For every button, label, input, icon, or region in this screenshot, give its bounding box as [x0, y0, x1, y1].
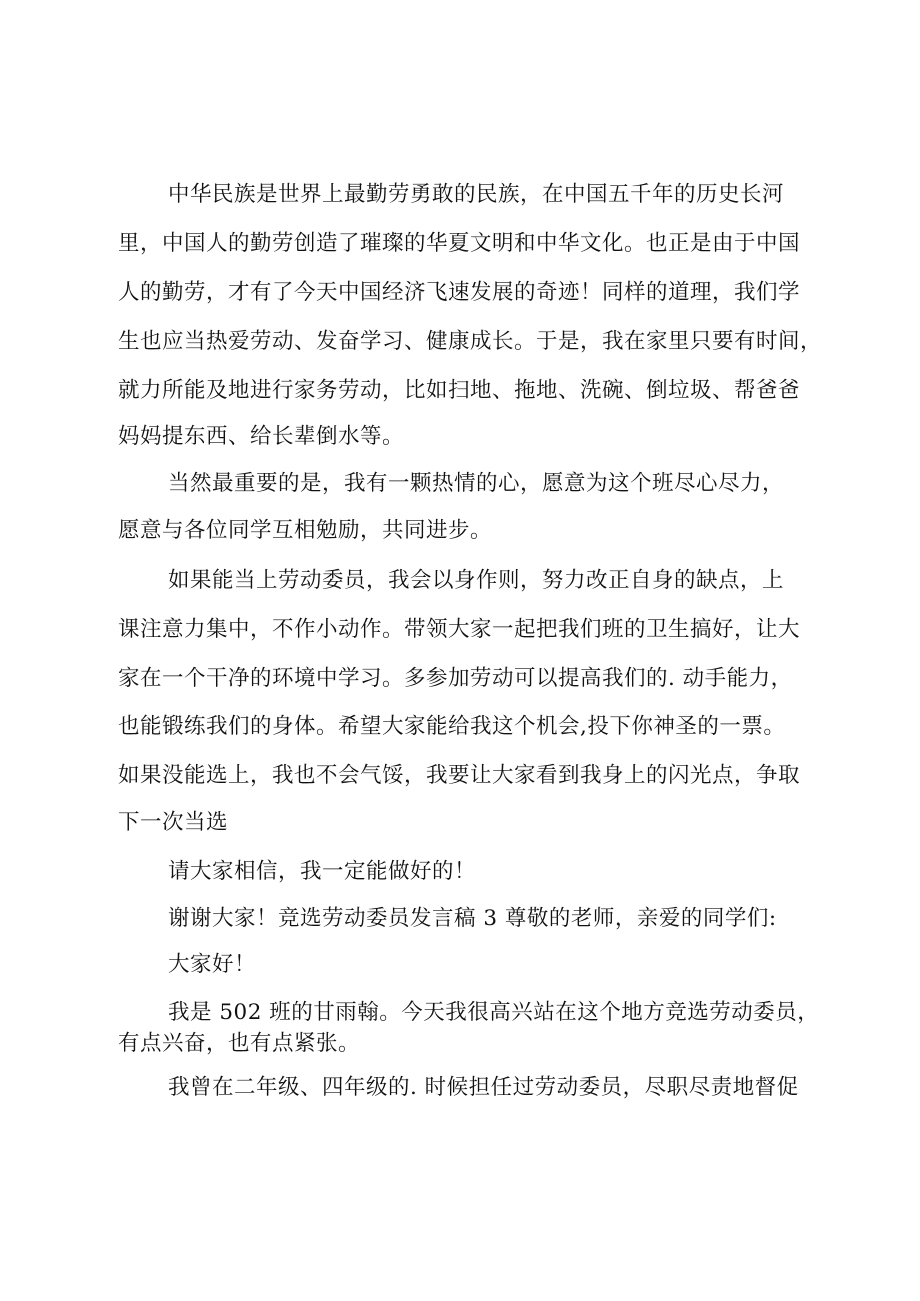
paragraph-4-line-1: 请大家相信，我一定能做好的！ — [168, 859, 477, 884]
paragraph-3-line-6: 下一次当选 — [118, 810, 229, 835]
paragraph-1-line-6: 妈妈提东西、给长辈倒水等。 — [118, 424, 405, 449]
paragraph-2-line-2: 愿意与各位同学互相勉励，共同进步。 — [118, 518, 493, 543]
paragraph-2-line-1: 当然最重要的是，我有一颗热情的心，愿意为这个班尽心尽力， — [168, 471, 785, 496]
paragraph-1-line-3: 人的勤劳，才有了今天中国经济飞速发展的奇迹！同样的道理，我们学 — [118, 280, 801, 305]
paragraph-6-line-2: 有点兴奋，也有点紧张。 — [118, 1031, 361, 1056]
paragraph-7-line-1: 我曾在二年级、四年级的. 时候担任过劳动委员，尽职尽责地督促 — [168, 1075, 799, 1100]
paragraph-1-line-5: 就力所能及地进行家务劳动，比如扫地、拖地、洗碗、倒垃圾、帮爸爸 — [118, 378, 801, 403]
paragraph-3-line-1: 如果能当上劳动委员，我会以身作则，努力改正自身的缺点，上 — [168, 568, 785, 593]
paragraph-6-line-1: 我是 502 班的甘雨翰。今天我很高兴站在这个地方竞选劳动委员， — [168, 1000, 820, 1025]
paragraph-1-line-4: 生也应当热爱劳动、发奋学习、健康成长。于是，我在家里只要有时间， — [118, 329, 823, 354]
paragraph-1-line-2: 里，中国人的勤劳创造了璀璨的华夏文明和中华文化。也正是由于中国 — [118, 231, 801, 256]
greeting-line: 大家好！ — [168, 952, 257, 977]
paragraph-3-line-3: 家在一个干净的环境中学习。多参加劳动可以提高我们的. 动手能力， — [118, 666, 793, 691]
paragraph-3-line-2: 课注意力集中，不作小动作。带领大家一起把我们班的卫生搞好，让大 — [118, 617, 801, 642]
paragraph-3-line-4: 也能锻练我们的身体。希望大家能给我这个机会,投下你神圣的一票。 — [118, 714, 786, 739]
paragraph-1-line-1: 中华民族是世界上最勤劳勇敢的民族，在中国五千年的历史长河 — [168, 182, 785, 207]
paragraph-3-line-5: 如果没能选上，我也不会气馁，我要让大家看到我身上的闪光点，争取 — [118, 763, 801, 788]
paragraph-5-line-1: 谢谢大家！竞选劳动委员发言稿 3 尊敬的老师，亲爱的同学们: — [168, 906, 777, 931]
